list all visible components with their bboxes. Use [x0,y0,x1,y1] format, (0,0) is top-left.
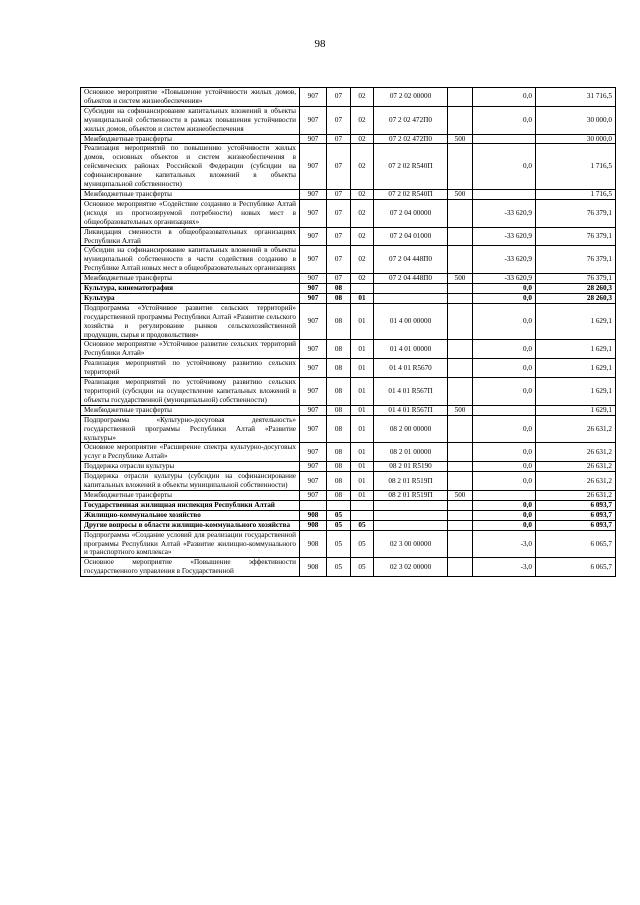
row-name: Реализация мероприятий по повышению устойчивости жилых домов, основных объектов и систем жизнеобеспечения в сейсмических районах Российской Федерации (субсидии на софинансирование капитальных вложений в объекты муниципальной собственности) [81,144,300,190]
subsection-code [351,510,374,520]
table-row [81,500,616,510]
target-article-code: 01 4 01 00000 [374,340,448,359]
ved-code: 907 [300,405,327,415]
total-amount: 26 631,2 [536,472,616,491]
subsection-code: 02 [351,144,374,190]
expense-type-code [448,500,473,510]
table-row [81,530,616,558]
section-code: 07 [327,189,351,199]
section-code: 07 [327,144,351,190]
row-name: Подпрограмма «Устойчивое развитие сельских территорий» государственной программы Республики Алтай «Развитие сельского хозяйства и регулирование рынков сельскохозяйственной продукции, сырья и продовольствия» [81,303,300,340]
target-article-code: 01 4 01 R5670 [374,359,448,378]
row-name: Межбюджетные трансферты [81,490,300,500]
section-code: 08 [327,303,351,340]
row-name: Межбюджетные трансферты [81,274,300,284]
subsection-code: 01 [351,405,374,415]
total-amount: 1 629,1 [536,340,616,359]
ved-code: 908 [300,510,327,520]
expense-type-code [448,443,473,462]
total-amount: 1 716,5 [536,144,616,190]
change-amount: -33 620,9 [473,274,536,284]
change-amount: -33 620,9 [473,246,536,274]
total-amount: 76 379,1 [536,274,616,284]
ved-code: 907 [300,303,327,340]
expense-type-code: 500 [448,490,473,500]
target-article-code: 01 4 01 R567П [374,405,448,415]
table-row [81,199,616,227]
total-amount: 1 629,1 [536,378,616,406]
expense-type-code [448,462,473,472]
total-amount: 26 631,2 [536,462,616,472]
target-article-code: 07 2 02 R540П [374,189,448,199]
table-row [81,472,616,491]
expense-type-code [448,472,473,491]
subsection-code: 02 [351,246,374,274]
target-article-code: 08 2 00 00000 [374,415,448,443]
total-amount: 76 379,1 [536,227,616,246]
expense-type-code [448,520,473,530]
target-article-code: 07 2 04 448П0 [374,274,448,284]
subsection-code: 01 [351,293,374,303]
expense-type-code: 500 [448,405,473,415]
table-row [81,274,616,284]
section-code: 07 [327,246,351,274]
change-amount: -33 620,9 [473,199,536,227]
table-row [81,443,616,462]
change-amount: 0,0 [473,378,536,406]
budget-table [80,87,616,577]
section-code: 07 [327,274,351,284]
expense-type-code: 500 [448,189,473,199]
target-article-code: 02 3 02 00000 [374,558,448,577]
table-row [81,88,616,107]
row-name: Основное мероприятие «Повышение эффективности государственного управления в Государственной [81,558,300,577]
change-amount [473,189,536,199]
total-amount: 30 000,0 [536,106,616,134]
target-article-code: 08 2 01 00000 [374,443,448,462]
row-name: Поддержка отрасли культуры [81,462,300,472]
total-amount: 1 629,1 [536,303,616,340]
table-row [81,106,616,134]
change-amount: 0,0 [473,88,536,107]
subsection-code: 05 [351,520,374,530]
target-article-code: 07 2 02 472П0 [374,106,448,134]
ved-code: 907 [300,462,327,472]
table-row [81,490,616,500]
subsection-code: 02 [351,274,374,284]
table-row [81,520,616,530]
table-row [81,405,616,415]
total-amount: 1 629,1 [536,359,616,378]
subsection-code: 01 [351,472,374,491]
subsection-code: 01 [351,359,374,378]
section-code: 08 [327,472,351,491]
change-amount: 0,0 [473,472,536,491]
table-row [81,189,616,199]
subsection-code: 02 [351,199,374,227]
ved-code: 907 [300,359,327,378]
table-row [81,293,616,303]
change-amount [473,405,536,415]
subsection-code: 05 [351,530,374,558]
row-name: Государственная жилищная инспекция Республики Алтай [81,500,300,510]
ved-code: 907 [300,134,327,144]
total-amount: 76 379,1 [536,246,616,274]
table-row [81,303,616,340]
table-row [81,558,616,577]
expense-type-code [448,284,473,294]
ved-code: 907 [300,246,327,274]
change-amount: 0,0 [473,415,536,443]
ved-code: 907 [300,274,327,284]
change-amount: 0,0 [473,520,536,530]
total-amount: 76 379,1 [536,199,616,227]
table-row [81,227,616,246]
ved-code: 908 [300,558,327,577]
ved-code: 907 [300,472,327,491]
ved-code: 907 [300,293,327,303]
target-article-code: 07 2 02 472П0 [374,134,448,144]
subsection-code: 01 [351,443,374,462]
row-name: Основное мероприятие «Повышение устойчивости жилых домов, объектов и систем жизнеобеспечения» [81,88,300,107]
subsection-code: 01 [351,415,374,443]
subsection-code: 02 [351,189,374,199]
ved-code: 908 [300,530,327,558]
change-amount: 0,0 [473,500,536,510]
section-code: 08 [327,462,351,472]
row-name: Межбюджетные трансферты [81,405,300,415]
total-amount: 30 000,0 [536,134,616,144]
expense-type-code: 500 [448,134,473,144]
section-code: 08 [327,378,351,406]
section-code: 08 [327,443,351,462]
target-article-code [374,293,448,303]
ved-code: 907 [300,199,327,227]
subsection-code: 02 [351,134,374,144]
row-name: Основное мероприятие «Расширение спектра культурно-досуговых услуг в Республике Алтай» [81,443,300,462]
change-amount: 0,0 [473,144,536,190]
expense-type-code [448,303,473,340]
section-code: 05 [327,530,351,558]
row-name: Межбюджетные трансферты [81,134,300,144]
page-number: 98 [314,38,326,50]
ved-code: 907 [300,227,327,246]
row-name: Реализация мероприятий по устойчивому развитию сельских территорий (субсидии на осуществление капитальных вложений в объекты государственной (муниципальной) собственности) [81,378,300,406]
target-article-code: 07 2 02 R540П [374,144,448,190]
change-amount: 0,0 [473,443,536,462]
table-row [81,462,616,472]
table-row [81,340,616,359]
ved-code: 907 [300,443,327,462]
total-amount: 26 631,2 [536,443,616,462]
row-name: Поддержка отрасли культуры (субсидии на софинансирование капитальных вложений в объекты муниципальной собственности) [81,472,300,491]
total-amount: 28 260,3 [536,284,616,294]
expense-type-code [448,227,473,246]
change-amount: 0,0 [473,284,536,294]
total-amount: 26 631,2 [536,415,616,443]
expense-type-code: 500 [448,274,473,284]
row-name: Подпрограмма «Создание условий для реализации государственной программы Республики Алтай «Развитие жилищно-коммунального и транспортного комплекса» [81,530,300,558]
ved-code: 907 [300,106,327,134]
total-amount: 31 716,5 [536,88,616,107]
section-code: 08 [327,490,351,500]
row-name: Основное мероприятие «Устойчивое развитие сельских территорий Республики Алтай» [81,340,300,359]
change-amount: 0,0 [473,462,536,472]
section-code: 08 [327,405,351,415]
target-article-code [374,520,448,530]
target-article-code: 08 2 01 R519П [374,472,448,491]
expense-type-code [448,359,473,378]
section-code: 07 [327,227,351,246]
target-article-code: 07 2 02 00000 [374,88,448,107]
change-amount: -3,0 [473,558,536,577]
table-row [81,415,616,443]
total-amount: 28 260,3 [536,293,616,303]
target-article-code: 07 2 04 448П0 [374,246,448,274]
ved-code: 907 [300,378,327,406]
ved-code: 907 [300,88,327,107]
expense-type-code [448,340,473,359]
row-name: Другие вопросы в области жилищно-коммунального хозяйства [81,520,300,530]
target-article-code: 08 2 01 R519П [374,490,448,500]
target-article-code: 07 2 04 00000 [374,199,448,227]
target-article-code [374,500,448,510]
section-code: 08 [327,359,351,378]
section-code [327,500,351,510]
subsection-code [351,284,374,294]
section-code: 08 [327,340,351,359]
expense-type-code [448,293,473,303]
target-article-code: 01 4 00 00000 [374,303,448,340]
table-row [81,134,616,144]
change-amount: -33 620,9 [473,227,536,246]
row-name: Культура, кинематография [81,284,300,294]
expense-type-code [448,88,473,107]
section-code: 08 [327,415,351,443]
row-name: Реализация мероприятий по устойчивому развитию сельских территорий [81,359,300,378]
row-name: Подпрограмма «Культурно-досуговая деятельность» государственной программы Республики Алтай «Развитие культуры» [81,415,300,443]
subsection-code: 02 [351,88,374,107]
subsection-code: 01 [351,490,374,500]
ved-code: 907 [300,144,327,190]
row-name: Межбюджетные трансферты [81,189,300,199]
section-code: 05 [327,520,351,530]
ved-code: 907 [300,415,327,443]
change-amount: 0,0 [473,293,536,303]
change-amount: 0,0 [473,510,536,520]
change-amount: 0,0 [473,303,536,340]
expense-type-code [448,199,473,227]
expense-type-code [448,246,473,274]
subsection-code: 01 [351,340,374,359]
subsection-code [351,500,374,510]
total-amount: 6 093,7 [536,510,616,520]
row-name: Субсидии на софинансирование капитальных вложений в объекты муниципальной собственности в рамках повышения устойчивости жилых домов, объектов и систем жизнеобеспечения [81,106,300,134]
expense-type-code [448,144,473,190]
target-article-code [374,284,448,294]
table-row [81,510,616,520]
section-code: 08 [327,293,351,303]
expense-type-code [448,415,473,443]
subsection-code: 05 [351,558,374,577]
table-row [81,284,616,294]
subsection-code: 02 [351,227,374,246]
change-amount [473,490,536,500]
total-amount: 6 093,7 [536,520,616,530]
row-name: Культура [81,293,300,303]
total-amount: 1 716,5 [536,189,616,199]
ved-code: 907 [300,340,327,359]
row-name: Ликвидация сменности в общеобразовательных организациях Республики Алтай [81,227,300,246]
total-amount: 26 631,2 [536,490,616,500]
table-row [81,378,616,406]
total-amount: 6 093,7 [536,500,616,510]
table-row [81,246,616,274]
table-body [81,88,616,577]
ved-code: 908 [300,520,327,530]
expense-type-code [448,106,473,134]
change-amount: 0,0 [473,340,536,359]
target-article-code: 07 2 04 01000 [374,227,448,246]
row-name: Жилищно-коммунальное хозяйство [81,510,300,520]
subsection-code: 01 [351,303,374,340]
section-code: 05 [327,558,351,577]
change-amount [473,134,536,144]
subsection-code: 01 [351,378,374,406]
total-amount: 6 065,7 [536,558,616,577]
change-amount: 0,0 [473,106,536,134]
subsection-code: 01 [351,462,374,472]
section-code: 05 [327,510,351,520]
section-code: 07 [327,134,351,144]
total-amount: 6 065,7 [536,530,616,558]
change-amount: 0,0 [473,359,536,378]
table-row [81,144,616,190]
target-article-code: 08 2 01 R5190 [374,462,448,472]
row-name: Основное мероприятие «Содействие созданию в Республике Алтай (исходя из прогнозируемой потребности) новых мест в общеобразовательных организациях» [81,199,300,227]
subsection-code: 02 [351,106,374,134]
table-row [81,359,616,378]
ved-code: 907 [300,189,327,199]
target-article-code [374,510,448,520]
section-code: 07 [327,106,351,134]
expense-type-code [448,558,473,577]
expense-type-code [448,378,473,406]
ved-code [300,500,327,510]
row-name: Субсидии на софинансирование капитальных вложений в объекты муниципальной собственности в части содействия созданию в Республике Алтай новых мест в общеобразовательных организациях [81,246,300,274]
target-article-code: 02 3 00 00000 [374,530,448,558]
expense-type-code [448,510,473,520]
section-code: 07 [327,199,351,227]
section-code: 08 [327,284,351,294]
change-amount: -3,0 [473,530,536,558]
ved-code: 907 [300,490,327,500]
target-article-code: 01 4 01 R567П [374,378,448,406]
section-code: 07 [327,88,351,107]
expense-type-code [448,530,473,558]
total-amount: 1 629,1 [536,405,616,415]
ved-code: 907 [300,284,327,294]
